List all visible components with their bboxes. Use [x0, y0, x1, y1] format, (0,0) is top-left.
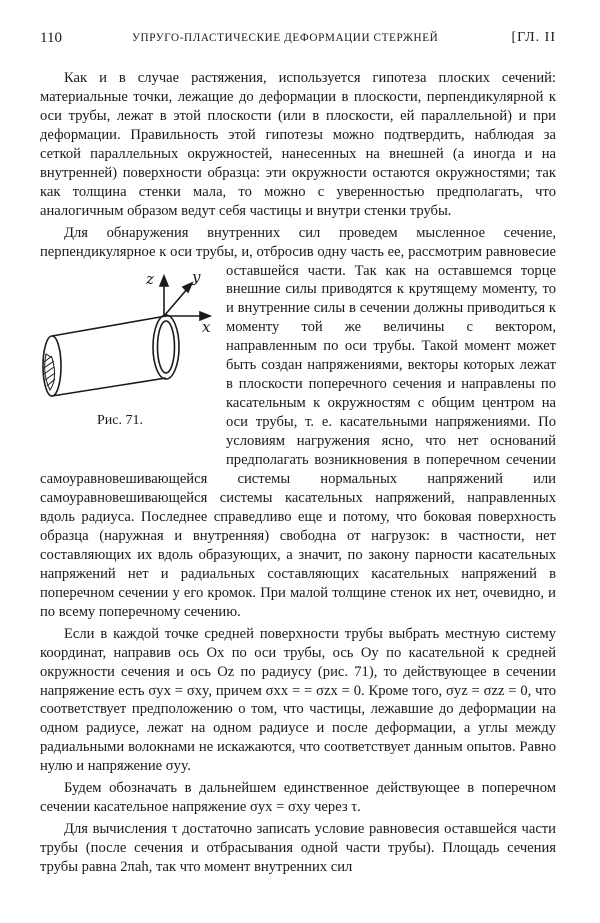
paragraph-2: z y x Рис. 71. Для обнаружения внутренних сил проведем мысленное сечение, перпендикулярное к оси трубы, и, отбросив одну часть ее, рассмотрим равновесие оставшейся части. Так как на оставшемся торце внешние силы приводятся к крутящему моменту, то и внутренние силы в сечении должны приводиться к моменту той же величины с вектором, направленным по оси трубы. Такой момент может быть создан напряжениями, векторы которых лежат в плоскости поперечного сечения и направлены по касательным к окружностям с общим центром на оси трубы, т. е. касательными напряжениями. По условиям нагружения ясно, что нет оснований предполагать возникновения в поперечном сечении самоуравновешивающейся системы нормальных напряжений или самоуравновешивающейся системы касательных напряжений, направленных вдоль радиуса. Последнее справедливо еще и потому, что боковая поверхность образца (наружная и внутренняя) свободна от нагрузок: в частности, нет составляющих их вдоль образующих, а значит, по закону парности касательных напряжений нет и радиальных составляющих касательных напряжений в поперечном сечении у его кромок. При малой толщине стенок их нет, очевидно, и по всему поперечному сечению.: [40, 224, 556, 620]
pipe-icon: [43, 315, 179, 396]
chapter-label: [ГЛ. II: [511, 30, 556, 45]
axis-y-label: y: [192, 267, 201, 286]
paragraph-4: Будем обозначать в дальнейшем единственное действующее в поперечном сечении касательное напряжение σyx = σxy через τ.: [40, 780, 556, 816]
running-title: УПРУГО-ПЛАСТИЧЕСКИЕ ДЕФОРМАЦИИ СТЕРЖНЕЙ: [132, 32, 439, 44]
axes-icon: [160, 276, 210, 320]
paragraph-1: Как и в случае растяжения, используется гипотеза плоских сечений: материальные точки, лежащие до деформации в плоскости, перпендикулярной к оси трубы, лежат в этой плоскости (или в плоскости, ей параллельной) и при деформации. Правильность этой гипотезы можно подтвердить, наблюдая за сеткой параллельных окружностей, нанесенных на внешней (а иногда и на внутренней) поверхности образца: эти окружности остаются окружностями; так как толщина стенки мала, то можно с уверенностью предполагать, что аналогичным образом ведут себя частицы и внутри стенки трубы.: [40, 70, 556, 219]
book-page: [40, 30, 556, 877]
paragraph-5: Для вычисления τ достаточно записать условие равновесия оставшейся части трубы (после сечения и отбрасывания одной части трубы). Площадь сечения трубы равна 2πah, так что момент внутренних сил: [40, 821, 556, 876]
page-number: 110: [40, 30, 62, 46]
paragraph-3: Если в каждой точке средней поверхности трубы выбрать местную систему координат, направив ось Ox по оси трубы, ось Oy по касательной к средней окружности сечения и ось Oz по радиусу (рис. 71), то действующее в сечении напряжение есть σyx = σxy, причем σxx = = σzx = 0. Кроме того, σyz = σzz = 0, что соответствует предположению о том, что частицы, лежавшие до деформации на одном радиусе, лежат на одном радиусе и после деформации, а углы между радиальными волокнами не искажаются, что соответствует данным опытов. Равно нулю и напряжение σyy.: [40, 625, 556, 775]
pipe-figure-drawing: [38, 262, 214, 412]
axis-z-label: z: [146, 269, 154, 288]
axis-x-label: x: [202, 317, 211, 336]
figure-caption: Рис. 71.: [97, 412, 143, 428]
page-header: [40, 30, 556, 52]
figure-71: [38, 262, 214, 450]
